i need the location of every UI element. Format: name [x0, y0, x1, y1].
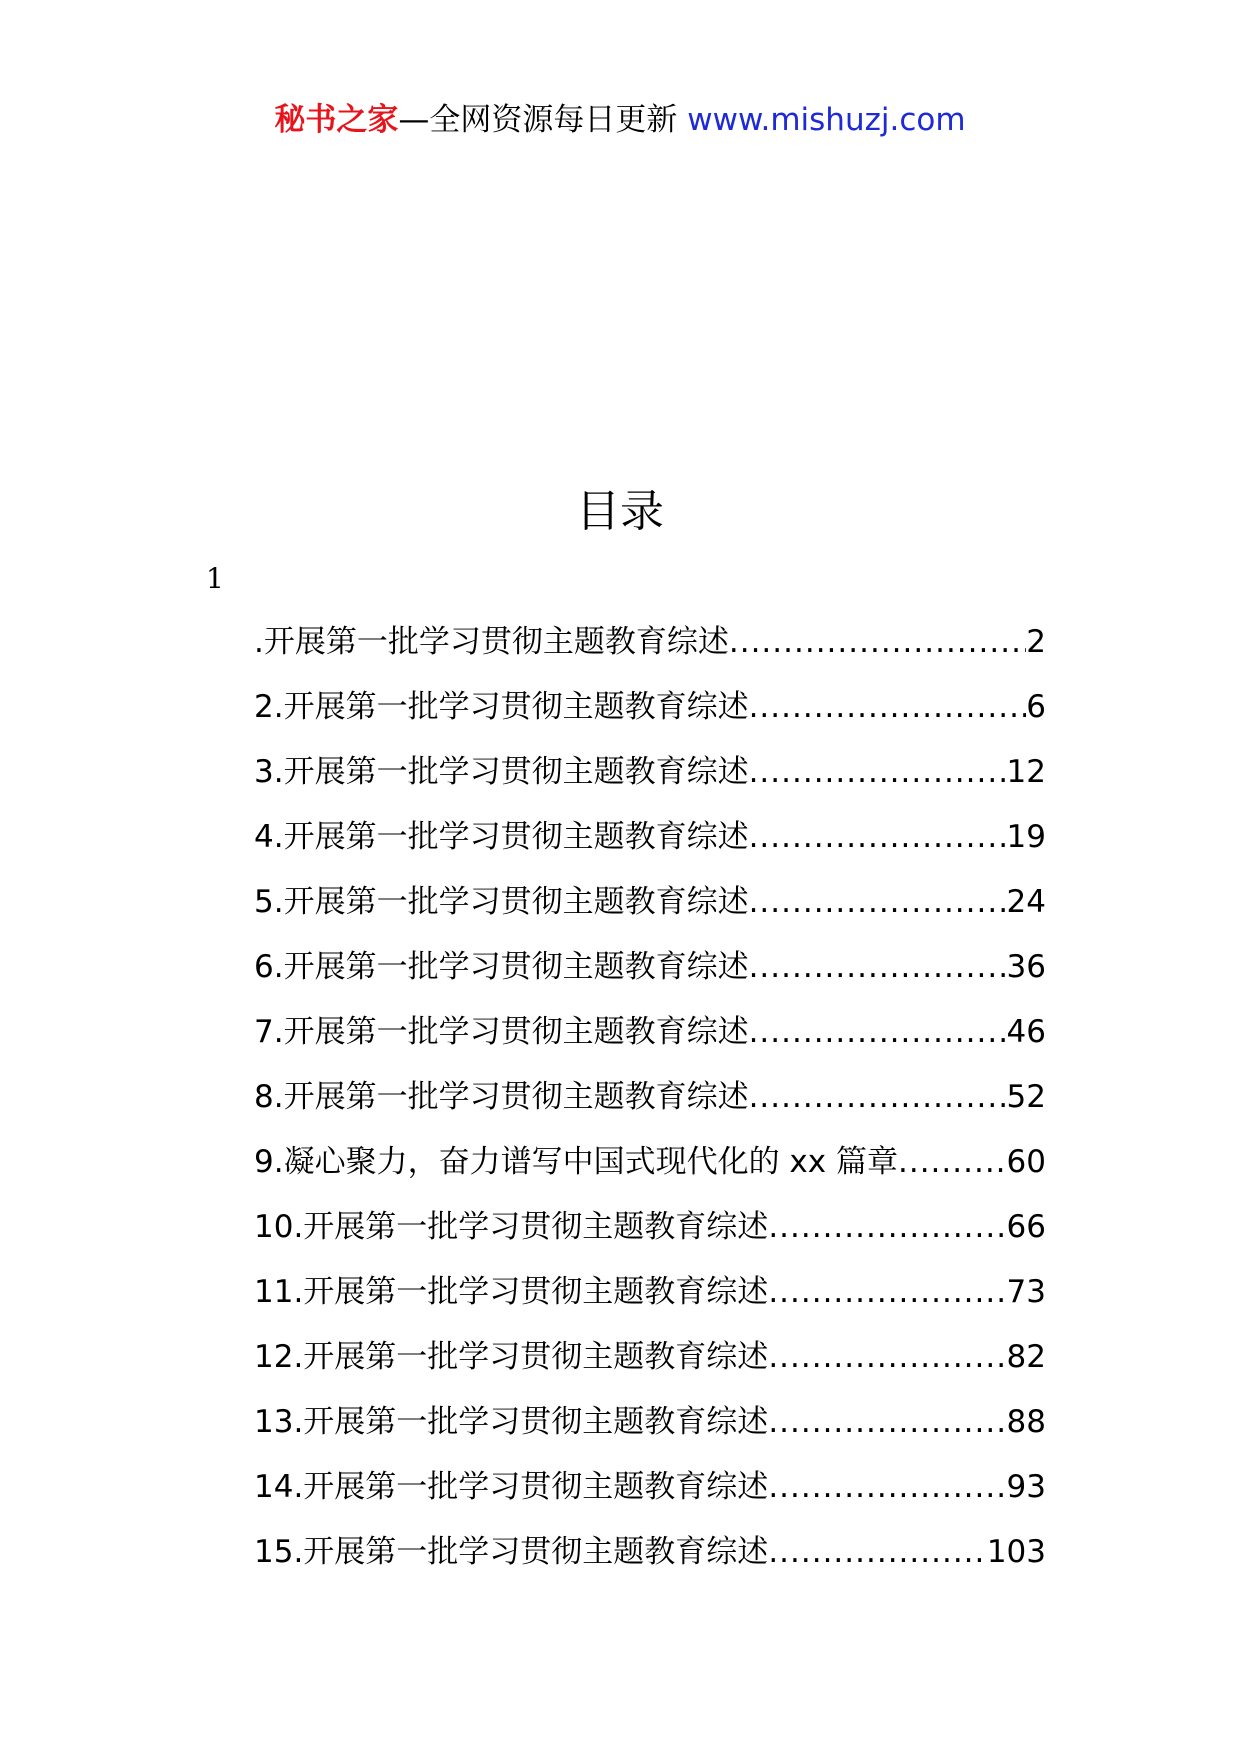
- toc-entry-page: 24: [1006, 884, 1046, 920]
- toc-entry-title: 15.开展第一批学习贯彻主题教育综述: [254, 1534, 769, 1570]
- toc-dot-leader: [768, 1337, 1006, 1377]
- toc-dot-leader: [749, 1077, 1007, 1117]
- toc-dot-leader: [729, 622, 1026, 662]
- header-tagline: —全网资源每日更新: [398, 102, 678, 138]
- toc-entry-page: 52: [1006, 1079, 1046, 1115]
- toc-entry-page: 66: [1006, 1209, 1046, 1245]
- toc-dot-leader: [768, 1532, 987, 1572]
- toc-entry-title: 12.开展第一批学习贯彻主题教育综述: [254, 1339, 769, 1375]
- brand-name: 秘书之家: [274, 102, 399, 138]
- toc-entry[interactable]: [254, 1272, 1046, 1337]
- toc-list: [254, 622, 1046, 1597]
- toc-entry-page: 88: [1006, 1404, 1046, 1440]
- toc-entry-title: 10.开展第一批学习贯彻主题教育综述: [254, 1209, 769, 1245]
- toc-dot-leader: [768, 1467, 1006, 1507]
- toc-entry-page: 60: [1006, 1144, 1046, 1180]
- toc-entry-title: 7.开展第一批学习贯彻主题教育综述: [254, 1014, 749, 1050]
- toc-entry-title: 13.开展第一批学习贯彻主题教育综述: [254, 1404, 769, 1440]
- toc-dot-leader: [749, 817, 1007, 857]
- toc-entry[interactable]: [254, 1467, 1046, 1532]
- toc-entry[interactable]: [254, 622, 1046, 687]
- toc-entry-title: 4.开展第一批学习贯彻主题教育综述: [254, 819, 749, 855]
- toc-entry-page: 12: [1006, 754, 1046, 790]
- site-link[interactable]: www.mishuzj.com: [677, 102, 966, 138]
- toc-entry[interactable]: [254, 947, 1046, 1012]
- toc-entry-title: 2.开展第一批学习贯彻主题教育综述: [254, 689, 749, 725]
- toc-entry[interactable]: [254, 882, 1046, 947]
- page-header: [0, 100, 1240, 140]
- toc-entry[interactable]: [254, 1207, 1046, 1272]
- toc-title: 目录: [576, 486, 664, 537]
- toc-entry-title: 6.开展第一批学习贯彻主题教育综述: [254, 949, 749, 985]
- toc-dot-leader: [768, 1272, 1006, 1312]
- toc-dot-leader: [749, 882, 1007, 922]
- toc-entry[interactable]: [254, 687, 1046, 752]
- toc-entry[interactable]: [254, 817, 1046, 882]
- toc-entry[interactable]: [254, 1142, 1046, 1207]
- toc-entry[interactable]: [254, 1402, 1046, 1467]
- toc-entry-title: 9.凝心聚力，奋力谱写中国式现代化的 xx 篇章: [254, 1144, 898, 1180]
- toc-dot-leader: [898, 1142, 1007, 1182]
- toc-entry-page: 6: [1026, 689, 1046, 725]
- toc-dot-leader: [768, 1402, 1006, 1442]
- toc-entry[interactable]: [254, 1012, 1046, 1077]
- toc-entry-page: 93: [1006, 1469, 1046, 1505]
- toc-entry-title: .开展第一批学习贯彻主题教育综述: [254, 624, 729, 660]
- toc-dot-leader: [749, 947, 1007, 987]
- toc-entry-page: 46: [1006, 1014, 1046, 1050]
- toc-level-label: 1: [206, 562, 224, 595]
- toc-entry[interactable]: [254, 1532, 1046, 1597]
- toc-entry-page: 2: [1026, 624, 1046, 660]
- toc-entry-title: 14.开展第一批学习贯彻主题教育综述: [254, 1469, 769, 1505]
- toc-entry-page: 103: [986, 1534, 1046, 1570]
- toc-entry[interactable]: [254, 752, 1046, 817]
- toc-entry[interactable]: [254, 1337, 1046, 1402]
- toc-entry-title: 8.开展第一批学习贯彻主题教育综述: [254, 1079, 749, 1115]
- toc-dot-leader: [749, 752, 1007, 792]
- toc-entry-page: 73: [1006, 1274, 1046, 1310]
- toc-entry-title: 11.开展第一批学习贯彻主题教育综述: [254, 1274, 769, 1310]
- toc-dot-leader: [749, 687, 1027, 727]
- toc-entry[interactable]: [254, 1077, 1046, 1142]
- toc-dot-leader: [749, 1012, 1007, 1052]
- toc-entry-page: 36: [1006, 949, 1046, 985]
- toc-entry-page: 82: [1006, 1339, 1046, 1375]
- toc-dot-leader: [768, 1207, 1006, 1247]
- toc-entry-page: 19: [1006, 819, 1046, 855]
- toc-entry-title: 5.开展第一批学习贯彻主题教育综述: [254, 884, 749, 920]
- toc-entry-title: 3.开展第一批学习贯彻主题教育综述: [254, 754, 749, 790]
